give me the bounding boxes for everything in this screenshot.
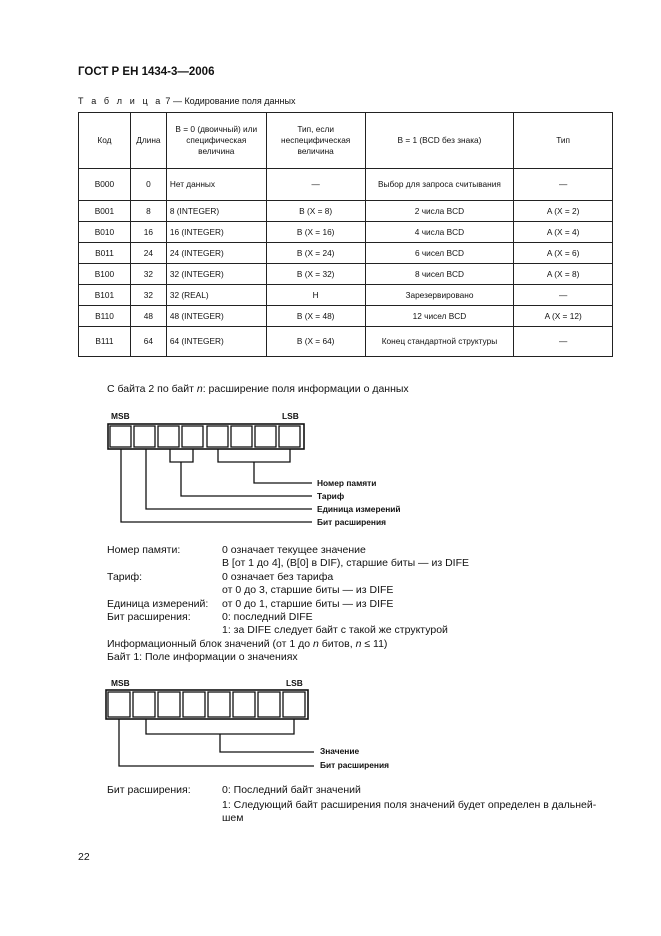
leader-value: [220, 734, 314, 752]
caption-prefix: Т а б л и ц а: [78, 96, 163, 106]
bit-box: [258, 692, 280, 717]
label-unit: Единица измерений: [317, 504, 401, 514]
desc-unit-key: Единица измерений:: [107, 597, 209, 610]
cell: 8: [130, 201, 166, 222]
intro-text-b: : расширение поля информации о данных: [202, 383, 409, 395]
cell: B (X = 16): [266, 222, 365, 243]
info-block-n2: n: [355, 637, 362, 650]
cell: —: [514, 169, 613, 201]
cell: B (X = 48): [266, 306, 365, 327]
cell: B (X = 32): [266, 264, 365, 285]
vif-description: [107, 784, 627, 834]
cell: 4 числа BCD: [365, 222, 514, 243]
header-code: Код: [79, 113, 131, 169]
cell: 8 (INTEGER): [166, 201, 266, 222]
header-type: Тип: [514, 113, 613, 169]
bit-box: [183, 692, 205, 717]
desc-memory-key: Номер памяти:: [107, 544, 181, 556]
cell: B (X = 64): [266, 327, 365, 357]
desc-unit-value-1: от 0 до 1, старшие биты — из DIFE: [222, 597, 394, 610]
bit-box: [133, 692, 155, 717]
header-b1: B = 1 (BCD без знака): [365, 113, 514, 169]
bit-box: [233, 692, 255, 717]
cell: B (X = 8): [266, 201, 365, 222]
byte-frame: [106, 690, 308, 719]
label-extension-bit: Бит расширения: [317, 517, 387, 527]
cell: 16: [130, 222, 166, 243]
desc-extension-key: Бит расширения:: [107, 611, 191, 623]
cell: 6 чисел BCD: [365, 243, 514, 264]
cell: —: [514, 285, 613, 306]
cell: Выбор для запроса считывания: [365, 169, 514, 201]
cell: B101: [79, 285, 131, 306]
label-tariff: Тариф: [317, 491, 345, 501]
cell: B010: [79, 222, 131, 243]
cell: Нет данных: [166, 169, 266, 201]
label-value: Значение: [320, 746, 360, 756]
lsb-label: LSB: [282, 411, 299, 421]
desc-memory-value-2: B [от 1 до 4], (B[0] в DIF), старшие биты — из DIFE: [222, 557, 469, 570]
intro-text-a: С байта 2 по байт: [107, 383, 197, 395]
document-standard-title: ГОСТ Р ЕН 1434-3—2006: [78, 66, 215, 78]
cell: 64 (INTEGER): [166, 327, 266, 357]
bit-box: [208, 692, 230, 717]
cell: 2 числа BCD: [365, 201, 514, 222]
bit-box: [283, 692, 305, 717]
cell: —: [266, 169, 365, 201]
cell: 48 (INTEGER): [166, 306, 266, 327]
label-extension-bit-2: Бит расширения: [320, 760, 390, 770]
desc2-extension-key: Бит расширения:: [107, 784, 191, 796]
cell: B100: [79, 264, 131, 285]
bit-box: [158, 692, 180, 717]
cell: 48: [130, 306, 166, 327]
bit-box: [108, 692, 130, 717]
cell: H: [266, 285, 365, 306]
desc-tariff-value-1: 0 означает без тарифа: [222, 570, 334, 583]
desc-tariff-value-2: от 0 до 3, старшие биты — из DIFE: [222, 584, 394, 597]
bracket-value: [146, 719, 294, 734]
msb-label: MSB: [111, 411, 130, 421]
header-b0: B = 0 (двоичный) или специфическая величина: [166, 113, 266, 169]
cell: 32: [130, 285, 166, 306]
cell: A (X = 6): [514, 243, 613, 264]
cell: 32 (INTEGER): [166, 264, 266, 285]
caption-title: — Кодирование поля данных: [170, 96, 296, 106]
leader-extension-2: [119, 719, 314, 766]
cell: 12 чисел BCD: [365, 306, 514, 327]
cell: —: [514, 327, 613, 357]
msb-label-2: MSB: [111, 678, 130, 688]
header-length: Длина: [130, 113, 166, 169]
cell: B (X = 24): [266, 243, 365, 264]
cell: A (X = 4): [514, 222, 613, 243]
cell: B000: [79, 169, 131, 201]
cell: B110: [79, 306, 131, 327]
cell: B111: [79, 327, 131, 357]
cell: 24: [130, 243, 166, 264]
header-type-nonspecific: Тип, если неспецифическая величина: [266, 113, 365, 169]
cell: Конец стандартной структуры: [365, 327, 514, 357]
cell: 16 (INTEGER): [166, 222, 266, 243]
cell: B001: [79, 201, 131, 222]
page-number: 22: [78, 851, 90, 863]
cell: 32: [130, 264, 166, 285]
desc2-extension-value-2: 1: Следующий байт расширения поля значений будет определен в дальней-: [222, 799, 597, 811]
cell: Зарезервировано: [365, 285, 514, 306]
desc-tariff-key: Тариф:: [107, 570, 143, 583]
cell: 8 чисел BCD: [365, 264, 514, 285]
info-block-n: n: [312, 637, 319, 650]
cell: A (X = 8): [514, 264, 613, 285]
cell: 64: [130, 327, 166, 357]
cell: 0: [130, 169, 166, 201]
desc-extension-value-1: 0: последний DIFE: [222, 611, 313, 623]
cell: A (X = 2): [514, 201, 613, 222]
desc2-extension-value-3: шем: [222, 812, 244, 825]
cell: 24 (INTEGER): [166, 243, 266, 264]
info-block-b: битов,: [318, 637, 356, 650]
cell: B011: [79, 243, 131, 264]
info-block-c: ≤ 11): [361, 637, 388, 650]
desc-memory-value-1: 0 означает текущее значение: [222, 544, 366, 556]
caption-number: 7: [165, 96, 171, 106]
desc-extension-value-2: 1: за DIFE следует байт с такой же структурой: [222, 624, 448, 637]
cell: A (X = 12): [514, 306, 613, 327]
lsb-label-2: LSB: [286, 678, 303, 688]
cell: 32 (REAL): [166, 285, 266, 306]
desc2-extension-value-1: 0: Последний байт значений: [222, 784, 361, 796]
info-block-a: Информационный блок значений (от 1 до: [107, 637, 313, 650]
intro-text-n: n: [196, 383, 203, 395]
label-memory-number: Номер памяти: [317, 478, 377, 488]
desc-byte1: Байт 1: Поле информации о значениях: [107, 651, 298, 664]
